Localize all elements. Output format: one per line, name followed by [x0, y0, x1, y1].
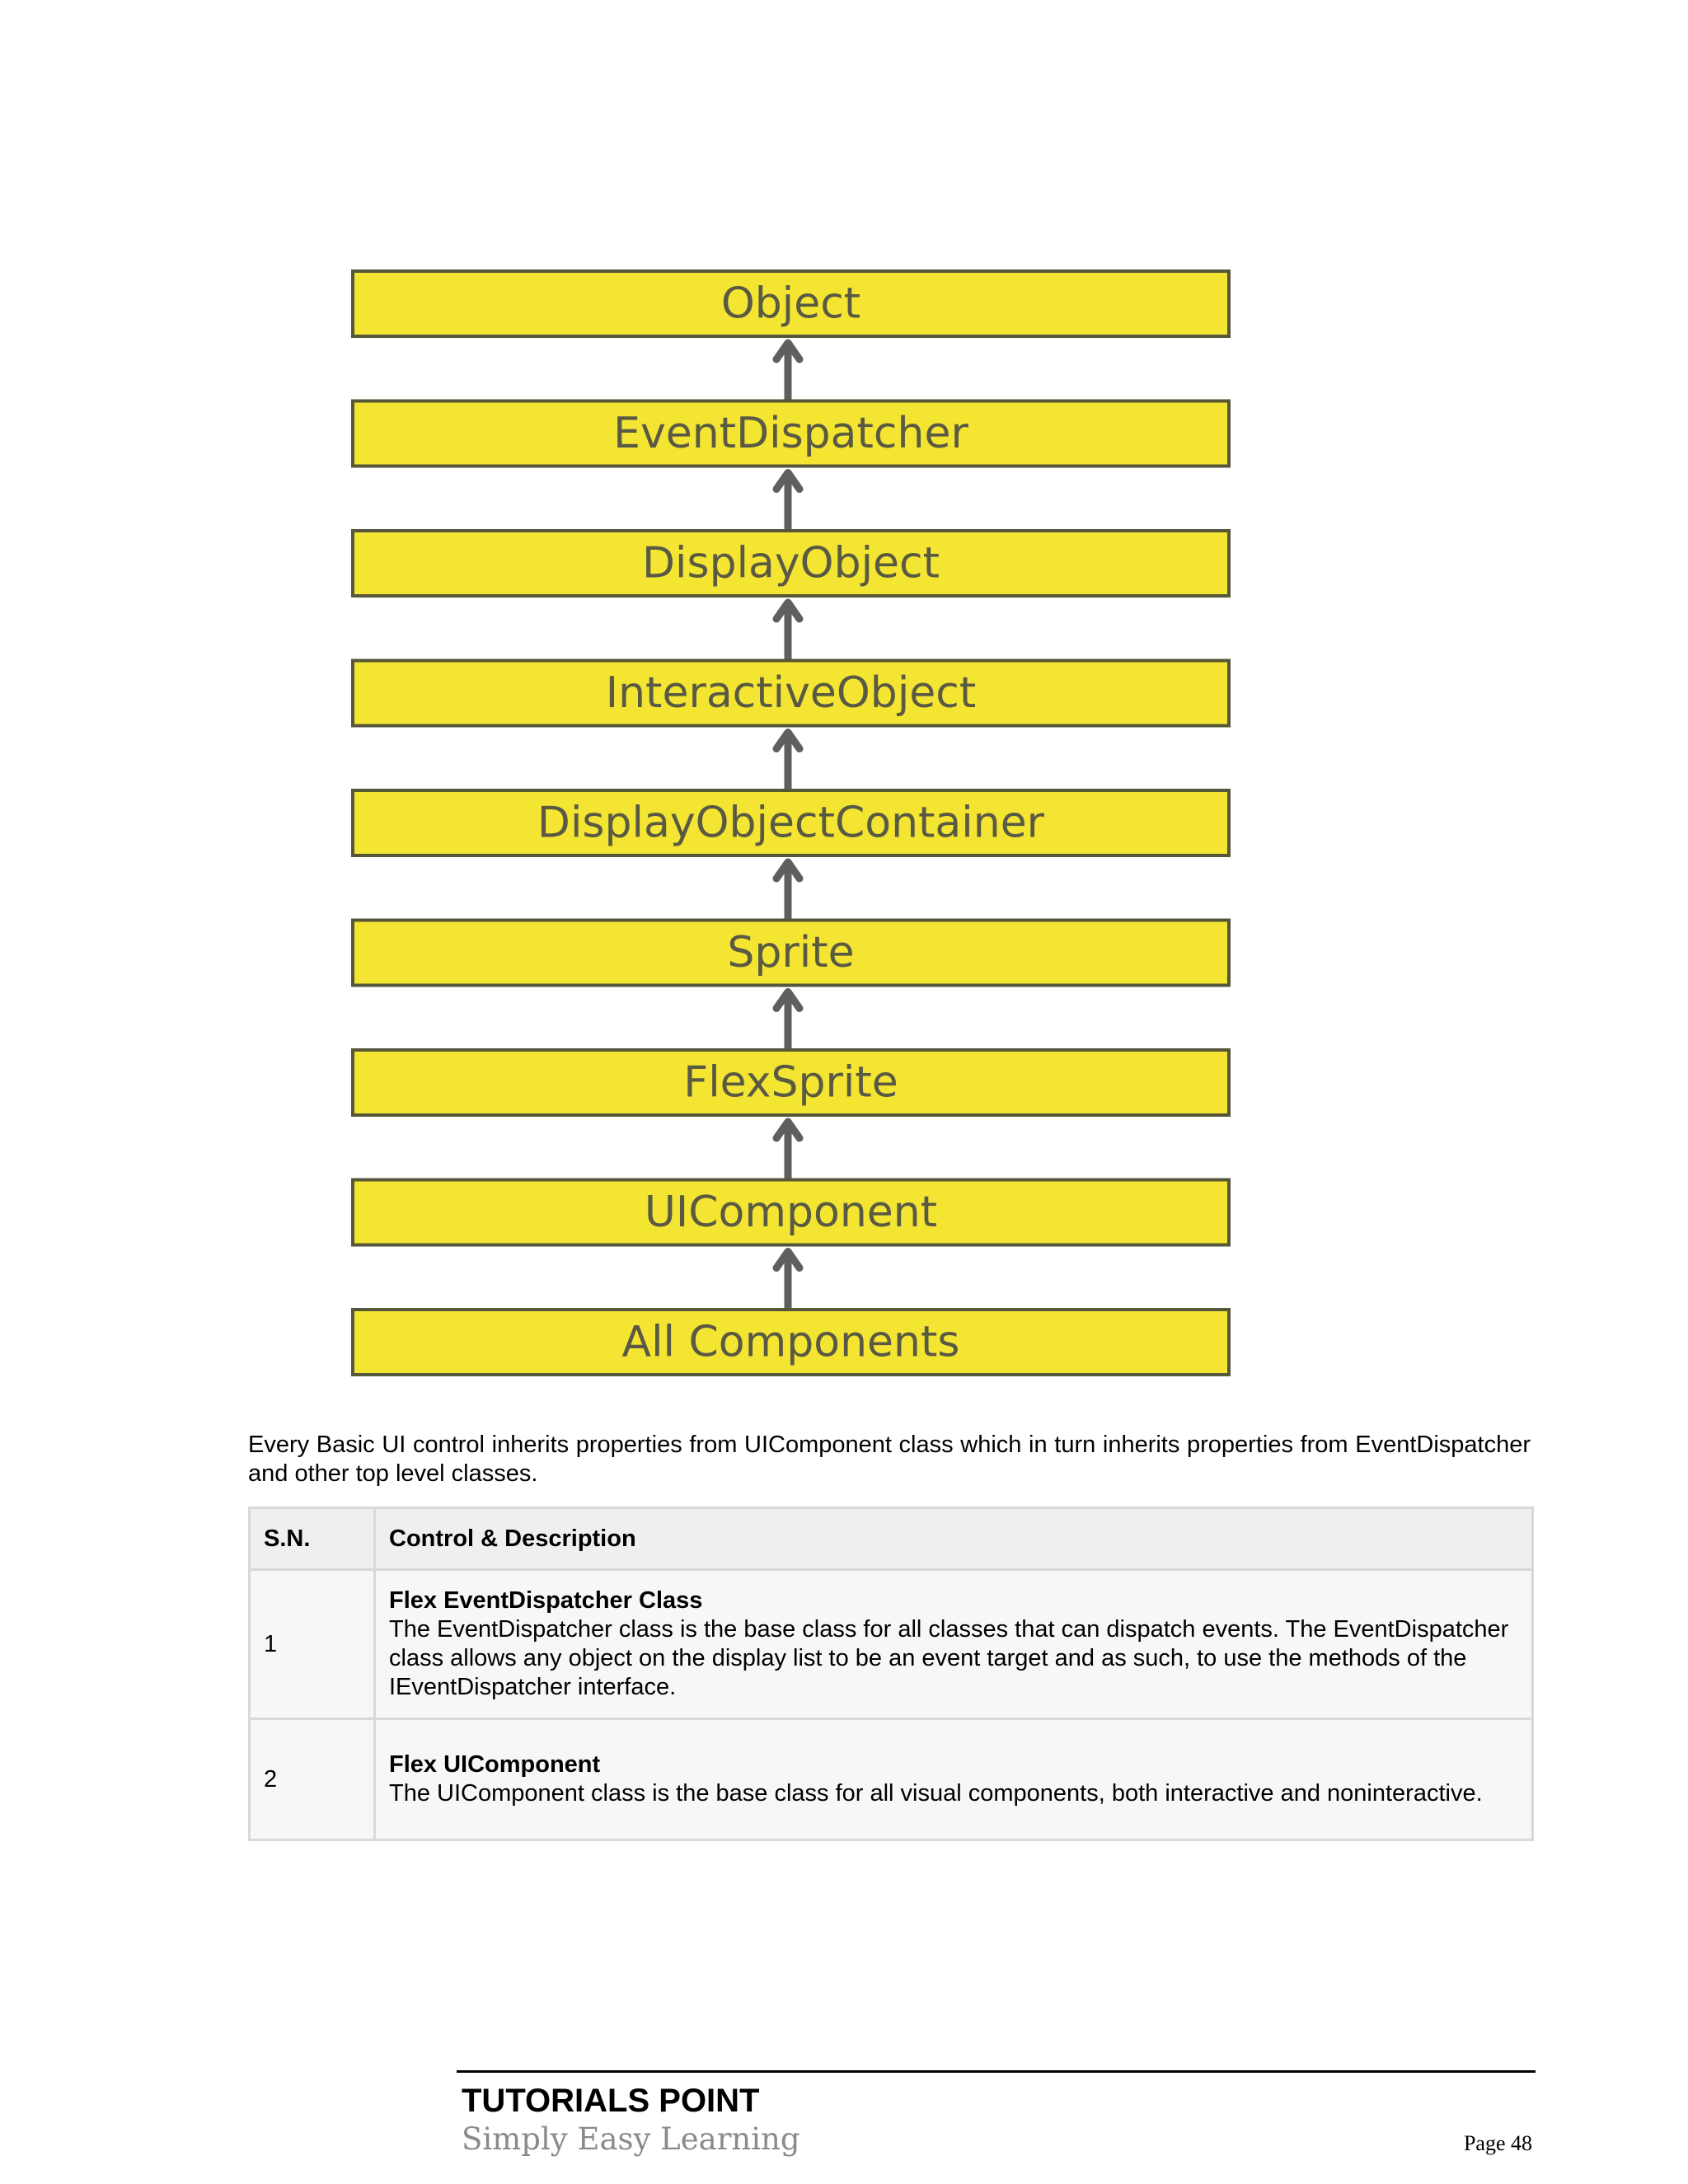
header-sn: S.N. — [250, 1508, 375, 1570]
class-label: UIComponent — [644, 1188, 938, 1237]
class-box-sprite — [353, 921, 1229, 986]
class-box-eventdispatcher — [353, 401, 1229, 466]
table-header-row — [250, 1508, 1533, 1570]
table-row — [250, 1719, 1533, 1840]
row-sn: 1 — [250, 1570, 375, 1719]
class-label: DisplayObject — [641, 538, 940, 588]
table-row — [250, 1570, 1533, 1719]
class-label: FlexSprite — [683, 1057, 898, 1108]
inheritance-arrow — [776, 1252, 799, 1309]
footer-tagline: Simply Easy Learning — [462, 2121, 800, 2157]
inheritance-arrow — [776, 862, 799, 919]
class-label: EventDispatcher — [613, 409, 968, 458]
class-box-object — [353, 271, 1229, 336]
inheritance-arrow — [776, 473, 799, 530]
class-box-uicomponent — [353, 1180, 1229, 1245]
page-number: Page 48 — [1463, 2131, 1532, 2155]
inheritance-arrow — [776, 733, 799, 790]
control-description: The EventDispatcher class is the base class for all classes that can dispatch events. The EventDispatcher class allows any object on the display list to be an event target and as such, to use the methods of the IEventDispatcher interface. — [389, 1616, 1509, 1700]
control-title: Flex EventDispatcher Class — [389, 1587, 703, 1614]
class-box-all-components — [353, 1310, 1229, 1375]
class-label: Sprite — [727, 928, 855, 977]
inheritance-arrow — [776, 992, 799, 1049]
inheritance-arrow — [776, 343, 799, 400]
row-control-description — [375, 1719, 1533, 1840]
class-boxes — [353, 271, 1229, 1375]
controls-table — [248, 1507, 1534, 1841]
row-control-description — [375, 1570, 1533, 1719]
class-box-displayobjectcontainer — [353, 790, 1229, 855]
header-control-description: Control & Description — [375, 1508, 1533, 1570]
inheritance-arrow — [776, 602, 799, 659]
class-label: All Components — [621, 1317, 960, 1367]
inheritance-arrow — [776, 1122, 799, 1179]
class-box-flexsprite — [353, 1050, 1229, 1115]
class-label: DisplayObjectContainer — [537, 798, 1045, 848]
class-label: InteractiveObject — [605, 668, 977, 718]
intro-paragraph: Every Basic UI control inherits properties from UIComponent class which in turn inherits properties from EventDispatcher and other top level classes. — [248, 1432, 1531, 1487]
footer-brand: TUTORIALS POINT — [462, 2083, 760, 2119]
class-box-interactiveobject — [353, 661, 1229, 726]
control-title: Flex UIComponent — [389, 1751, 601, 1778]
row-sn: 2 — [250, 1719, 375, 1840]
class-label: Object — [720, 279, 861, 329]
footer-divider — [457, 2070, 1536, 2073]
class-box-displayobject — [353, 531, 1229, 596]
control-description: The UIComponent class is the base class for all visual components, both interactive and noninteractive. — [389, 1780, 1483, 1807]
